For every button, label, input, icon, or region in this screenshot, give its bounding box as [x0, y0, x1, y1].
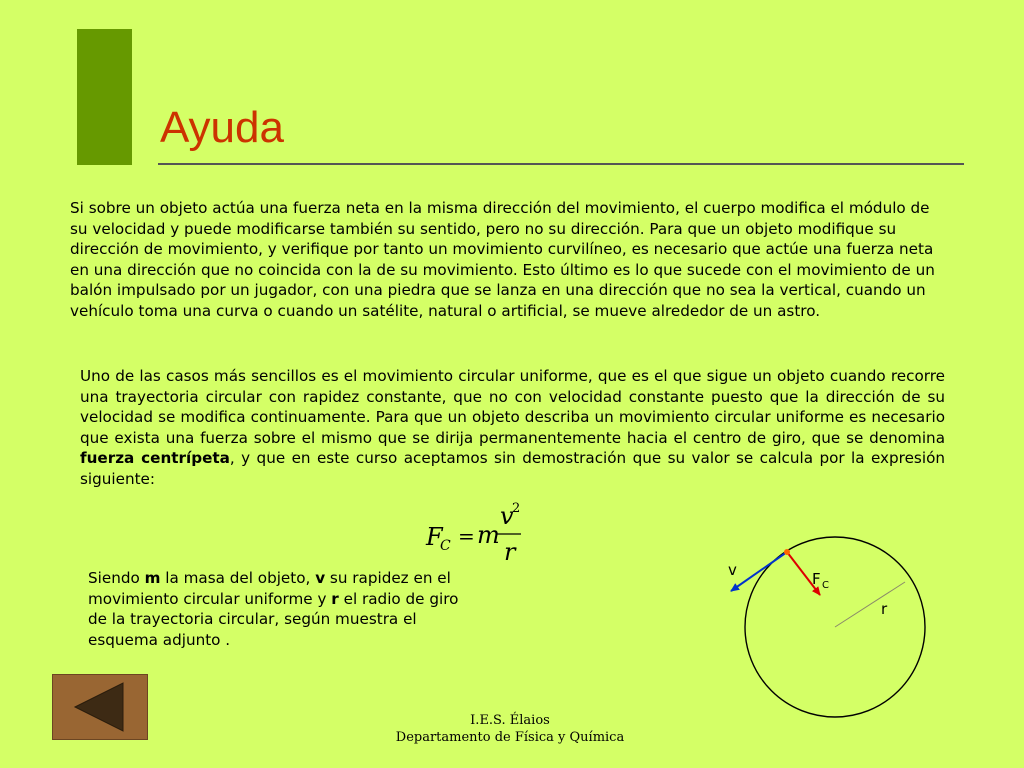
- formula-numerator: v: [500, 502, 514, 530]
- circular-motion-paragraph: [80, 366, 945, 490]
- radius-line: [835, 582, 905, 627]
- object-point: [784, 549, 790, 555]
- p3-var-r: r: [331, 589, 339, 608]
- p3-var-v: v: [315, 569, 326, 587]
- formula-lhs-sub: C: [440, 538, 451, 554]
- circular-motion-diagram: [700, 520, 940, 720]
- p3-text-3: su rapidez en el movimiento circular uniforme y: [88, 569, 451, 608]
- formula-numerator-exp: 2: [512, 501, 521, 516]
- slide-title: Ayuda: [160, 103, 284, 152]
- para2-text-end: , y que en este curso aceptamos sin demostración que su valor se calcula por la expresión siguiente:: [80, 449, 945, 488]
- p3-text-1: Siendo: [88, 569, 145, 587]
- radius-label: r: [881, 600, 888, 618]
- force-label-sub: C: [822, 580, 829, 591]
- formula-mass: m: [477, 521, 500, 549]
- para2-text-start: Uno de las casos más sencillos es el movimiento circular uniforme, que es el que sigue un objeto cuando recorre una trayectoria circular con rapidez constante, que no con velocidad constante puesto que la dirección de su velocidad se modifica continuamente. Para que un objeto describa un movimiento circular uniforme es necesario que exista una fuerza sobre el mismo que se dirija permanentemente hacia el centro de giro, que se denomina: [80, 367, 945, 447]
- force-label: F: [812, 570, 821, 588]
- formula-equals: =: [458, 524, 475, 548]
- title-underline: [158, 163, 964, 165]
- intro-paragraph: Si sobre un objeto actúa una fuerza neta en la misma dirección del movimiento, el cuerpo modifica el módulo de su velocidad y puede modificarse también su sentido, pero no su dirección. Para que un objeto modifique su dirección de movimiento, y verifique por tanto un movimiento curvilíneo, es necesario que actúe una fuerza neta en una dirección que no coincida con la de su movimiento. Esto último es lo que sucede con el movimiento de un balón impulsado por un jugador, con una piedra que se lanza en una dirección que no sea la vertical, cuando un vehículo toma una curva o cuando un satélite, natural o artificial, se mueve alrededor de un astro.: [70, 199, 935, 320]
- p3-text-4: el radio de giro de la trayectoria circular, según muestra el esquema adjunto .: [88, 589, 459, 649]
- formula-lhs: F: [426, 523, 443, 551]
- p3-var-m: m: [144, 569, 161, 587]
- formula-denominator: r: [504, 538, 516, 566]
- back-button[interactable]: [52, 674, 148, 740]
- velocity-label: v: [728, 561, 737, 579]
- footer: [370, 712, 650, 746]
- variables-paragraph: [88, 568, 480, 650]
- footer-department: Departamento de Física y Química: [395, 730, 625, 745]
- velocity-vector: [731, 552, 787, 591]
- centripetal-force-term: fuerza centrípeta: [80, 449, 230, 468]
- accent-bar: [77, 29, 132, 165]
- centripetal-formula: [420, 498, 540, 568]
- footer-school: I.E.S. Élaios: [470, 713, 550, 728]
- triangle-left-icon: [53, 675, 147, 739]
- p3-text-2: la masa del objeto,: [160, 569, 316, 587]
